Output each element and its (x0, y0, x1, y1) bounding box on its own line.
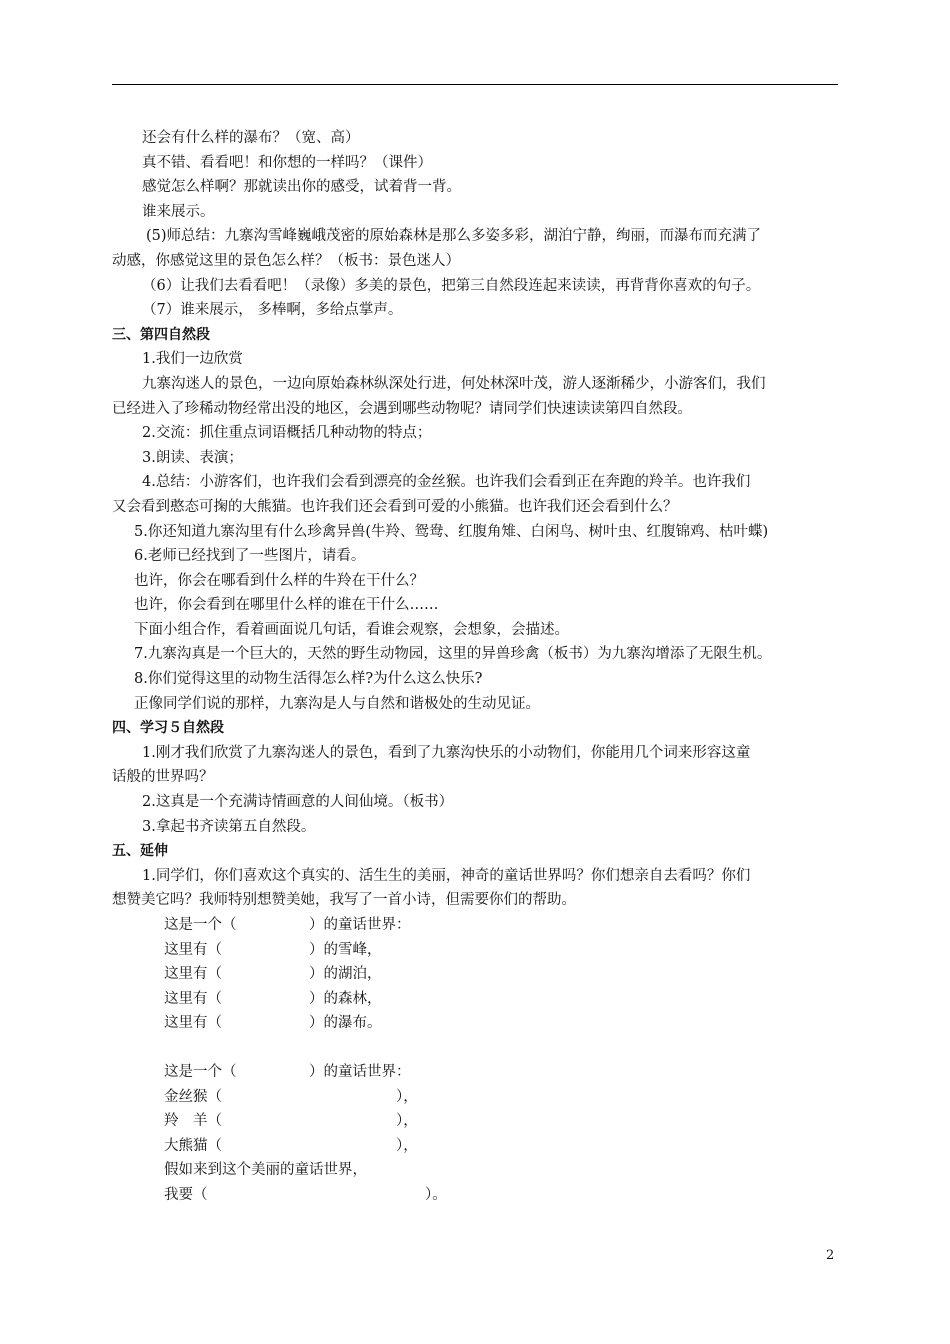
section-heading: 五、延伸 (112, 843, 168, 860)
text-line: 下面小组合作，看着画面说几句话，看谁会观察，会想象，会描述。 (134, 621, 569, 638)
text-line: 想赞美它吗？我师特别想赞美她，我写了一首小诗，但需要你们的帮助。 (112, 892, 576, 909)
text-line: 6.老师已经找到了一些图片，请看。 (134, 548, 366, 565)
text-line: (5)师总结：九寨沟雪峰巍峨茂密的原始森林是那么多姿多彩，湖泊宁静，绚丽，而瀑布而充满了 (146, 228, 762, 245)
text-line: 1.我们一边欣赏 (142, 351, 243, 368)
text-line: 我要（ ）。 (164, 1186, 447, 1203)
text-line: 8.你们觉得这里的动物生活得怎么样?为什么这么快乐? (134, 671, 483, 688)
document-body (112, 126, 840, 1208)
text-line: 1.同学们，你们喜欢这个真实的、活生生的美丽，神奇的童话世界吗？你们想亲自去看吗？你们 (142, 867, 751, 884)
text-line: （7）谁来展示， 多棒啊，多给点掌声。 (142, 302, 403, 319)
text-line: 还会有什么样的瀑布？（宽、高） (142, 130, 360, 146)
text-line: 5.你还知道九寨沟里有什么珍禽异兽(牛羚、鸳鸯、红腹角雉、白闲鸟、树叶虫、红腹锦鸡、枯叶蝶) (134, 523, 769, 540)
text-line: 又会看到憨态可掬的大熊猫。也许我们还会看到可爱的小熊猫。也许我们还会看到什么？ (112, 498, 678, 515)
text-line: 九寨沟迷人的景色，一边向原始森林纵深处行进，何处林深叶茂，游人逐渐稀少，小游客们，我们 (142, 375, 766, 392)
text-line: 大熊猫（ ）， (164, 1137, 418, 1154)
text-line: 3.拿起书齐读第五自然段。 (142, 818, 316, 835)
text-line: 7.九寨沟真是一个巨大的，天然的野生动物园，这里的异兽珍禽（板书）为九寨沟增添了无限生机。 (134, 646, 772, 663)
text-line: 真不错、看看吧！和你想的一样吗？（课件） (142, 154, 432, 171)
text-line: 假如来到这个美丽的童话世界， (164, 1162, 367, 1179)
text-line: 3.朗读、表演； (142, 449, 243, 466)
text-line: 正像同学们说的那样，九寨沟是人与自然和谐极处的生动见证。 (134, 695, 540, 712)
text-line: 2.这真是一个充满诗情画意的人间仙境。（板书） (142, 794, 454, 811)
text-line: 1.刚才我们欣赏了九寨沟迷人的景色，看到了九寨沟快乐的小动物们，你能用几个词来形容这童 (142, 744, 751, 761)
text-line: （6）让我们去看看吧！（录像）多美的景色，把第三自然段连起来读读，再背背你喜欢的句子。 (142, 277, 761, 294)
text-line: 这里有（ ）的瀑布。 (164, 1015, 382, 1032)
text-line: 动感，你感觉这里的景色怎么样？（板书：景色迷人） (112, 252, 460, 269)
text-line: 2.交流：抓住重点词语概括几种动物的特点； (142, 425, 432, 442)
text-line: 这是一个（ ）的童话世界： (164, 917, 411, 933)
text-line: 这里有（ ）的雪峰， (164, 941, 382, 958)
text-line: 这里有（ ）的森林， (164, 990, 382, 1007)
text-line (112, 1036, 840, 1060)
text-line: 4.总结：小游客们，也许我们会看到漂亮的金丝猴。也许我们会看到正在奔跑的羚羊。也许我们 (142, 474, 751, 491)
text-line: 谁来展示。 (142, 203, 215, 220)
header-rule (112, 84, 838, 85)
text-line: 金丝猴（ ）， (164, 1088, 418, 1105)
text-line: 这是一个（ ）的童话世界： (164, 1063, 411, 1080)
section-heading: 四、学习５自然段 (112, 720, 224, 737)
text-line: 话般的世界吗？ (112, 769, 214, 786)
section-heading: 三、第四自然段 (112, 326, 210, 343)
text-line: 羚 羊（ ）， (164, 1113, 418, 1130)
text-line: 也许，你会在哪看到什么样的牛羚在干什么？ (134, 572, 424, 589)
page-number: 2 (826, 1248, 835, 1263)
text-line: 这里有（ ）的湖泊， (164, 966, 382, 983)
text-line: 感觉怎么样啊？那就读出你的感受，试着背一背。 (142, 179, 461, 196)
text-line: 也许，你会看到在哪里什么样的谁在干什么…… (134, 597, 439, 614)
text-line: 已经进入了珍稀动物经常出没的地区，会遇到哪些动物呢？请同学们快速读读第四自然段。 (112, 400, 692, 417)
